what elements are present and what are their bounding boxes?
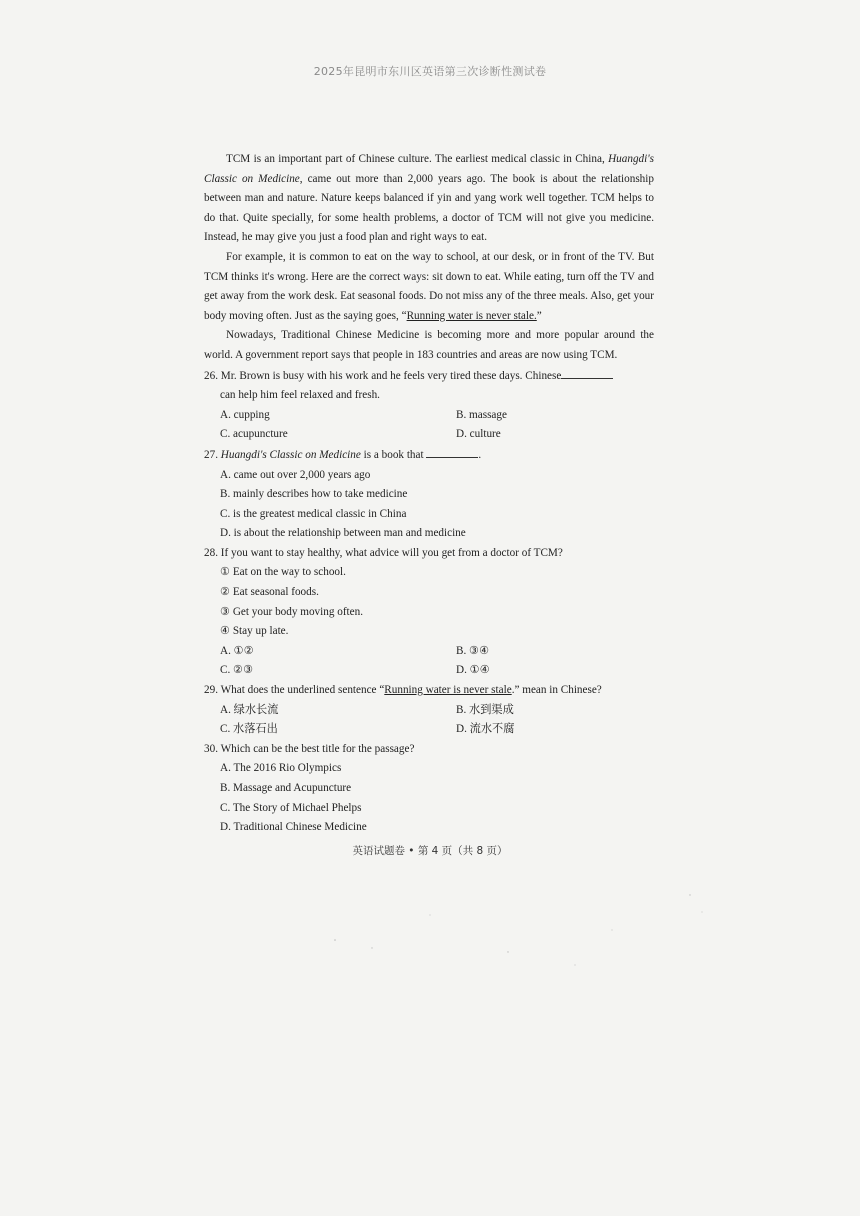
answer-blank [426,445,478,458]
question-number: 27. [204,448,221,461]
option-b: B. mainly describes how to take medicine [220,488,408,501]
option-c: C. acupuncture [220,428,288,441]
option-d: D. is about the relationship between man and medicine [220,527,466,540]
passage-paragraph-1 [204,150,654,248]
option-a: A. 绿水长流 [220,703,279,716]
question-29-options [204,701,654,740]
option-a: A. cupping [220,408,270,421]
option-a: A. came out over 2,000 years ago [220,468,371,481]
option-c: C. is the greatest medical classic in China [220,507,407,520]
question-30: 30. Which can be the best title for the passage? [204,742,415,755]
statement-3: ③ Get your body moving often. [220,605,364,618]
option-a: A. ①② [220,644,254,657]
question-stem: is a book that [360,448,427,461]
option-b: B. massage [456,408,507,421]
passage-text: TCM is an important part of Chinese culture. The earliest medical classic in China, [226,153,609,165]
statement-4: ④ Stay up late. [220,625,289,638]
question-27 [204,445,654,466]
option-d: D. culture [456,428,501,441]
passage-paragraph-2 [204,248,654,326]
passage-text: For example, it is common to eat on the way to school, at our desk, or in front of the TV. But TCM thinks it's wrong. Here are the correct ways: sit down to eat. While eating, turn off the TV and get away from the work desk. Eat seasonal foods. Do not miss any of the three meals. Also, get your body moving often. Just as the saying goes, “ [204,250,654,322]
option-b: B. ③④ [456,644,490,657]
option-c: C. The Story of Michael Phelps [220,801,362,814]
option-c: C. 水落石出 [220,723,278,736]
question-stem-end: . [478,448,482,461]
passage-text: , came out more than 2,000 years ago. The book is about the relationship between man and nature. Nature keeps balanced if yin and yang work well together. TCM helps to do that. Quite specially, for some health problems, a doctor of TCM will not give you medicine. Instead, he may give you just a food plan and right ways to eat. [204,172,654,244]
question-29 [204,681,654,701]
option-b: B. Massage and Acupuncture [220,782,352,794]
exam-content [204,150,654,838]
question-stem-end: .” mean in Chinese? [511,684,602,697]
book-title: Huangdi's Classic on Medicine [204,153,654,185]
book-title: Huangdi's Classic on Medicine [220,448,361,461]
underlined-saying: Running water is never stale [384,684,512,697]
passage-paragraph-3: Nowadays, Traditional Chinese Medicine is becoming more and more popular around the world. A government report says that people in 183 countries and areas are now using TCM. [204,329,654,361]
option-d: D. ①④ [456,664,490,677]
answer-blank [561,366,613,379]
page-footer: 英语试题卷 • 第 4 页（共 8 页） [352,845,508,857]
passage-text: ” [536,309,542,322]
statement-1: ① Eat on the way to school. [220,566,346,579]
option-c: C. ②③ [220,664,254,677]
underlined-saying: Running water is never stale. [406,309,537,322]
option-a: A. The 2016 Rio Olympics [220,762,342,775]
question-26-options [204,406,654,445]
question-26 [204,366,654,387]
option-b: B. 水到渠成 [456,703,514,716]
statement-2: ② Eat seasonal foods. [220,586,319,599]
option-d: D. 流水不腐 [456,723,515,736]
question-stem: 29. What does the underlined sentence “ [204,684,385,697]
question-28-options [204,642,654,681]
question-28: 28. If you want to stay healthy, what advice will you get from a doctor of TCM? [204,546,563,559]
page-header: 2025年昆明市东川区英语第三次诊断性测试卷 [313,65,547,78]
option-d: D. Traditional Chinese Medicine [220,821,367,834]
question-stem: 26. Mr. Brown is busy with his work and he feels very tired these days. Chinese [204,369,562,382]
question-26-cont: can help him feel relaxed and fresh. [220,389,380,402]
